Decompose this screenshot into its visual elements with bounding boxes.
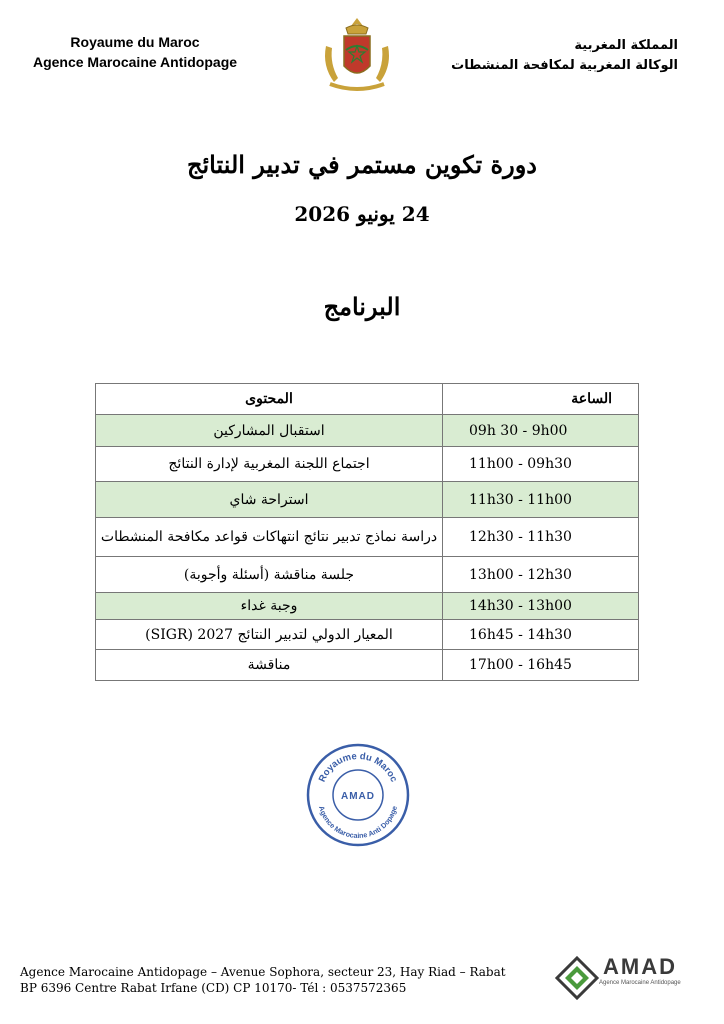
amad-logo [555, 954, 705, 1004]
footer [20, 964, 506, 996]
program-table [95, 383, 639, 681]
section-title: البرنامج [323, 292, 401, 321]
row-content: اجتماع اللجنة المغربية لإدارة النتائج [96, 447, 443, 482]
row-time: 13h00 - 12h30 [443, 557, 639, 593]
header-right-country: المملكة المغربية [574, 38, 678, 53]
coat-of-arms-emblem [316, 16, 398, 96]
row-time: 14h30 - 13h00 [443, 593, 639, 620]
row-content: المعيار الدولي لتدبير النتائج 2027 (SIGR) [96, 620, 443, 650]
table-header-row [96, 384, 639, 415]
header-time: الساعة [443, 384, 639, 415]
row-time: 11h00 - 09h30 [443, 447, 639, 482]
footer-address: Agence Marocaine Antidopage – Avenue Sophora, secteur 23, Hay Riad – Rabat [20, 965, 506, 979]
table-row [96, 447, 639, 482]
row-time: 12h30 - 11h30 [443, 518, 639, 557]
header-right [418, 36, 678, 76]
table-row [96, 482, 639, 518]
row-time: 11h30 - 11h00 [443, 482, 639, 518]
table-row [96, 620, 639, 650]
row-content: استقبال المشاركين [96, 415, 443, 447]
row-content: وجبة غداء [96, 593, 443, 620]
table-row [96, 518, 639, 557]
row-content: استراحة شاي [96, 482, 443, 518]
header-left [20, 32, 250, 72]
amad-logo-icon [555, 956, 599, 1000]
seal-top-text: Royaume du Maroc [316, 750, 400, 784]
table-row [96, 650, 639, 681]
logo-wordmark: AMAD [603, 954, 677, 979]
seal-center-text: AMAD [341, 791, 375, 802]
header-left-country: Royaume du Maroc [70, 34, 200, 50]
header-right-agency: الوكالة المغربية لمكافحة المنشطات [451, 58, 678, 73]
row-content: جلسة مناقشة (أسئلة وأجوبة) [96, 557, 443, 593]
logo-subtitle: Agence Marocaine Antidopage [599, 980, 681, 986]
footer-contact: BP 6396 Centre Rabat Irfane (CD) CP 10170- Tél : 0537572365 [20, 981, 407, 995]
table-row [96, 593, 639, 620]
row-time: 16h45 - 14h30 [443, 620, 639, 650]
svg-text:Royaume du Maroc [317, 751, 399, 784]
row-time: 17h00 - 16h45 [443, 650, 639, 681]
header-left-agency: Agence Marocaine Antidopage [32, 54, 238, 70]
table-row [96, 415, 639, 447]
row-content: مناقشة [96, 650, 443, 681]
header-content: المحتوى [96, 384, 443, 415]
seal-bottom-text: Agence Marocaine Anti Dopage [316, 804, 399, 841]
row-content: دراسة نماذج تدبير نتائج انتهاكات قواعد مكافحة المنشطات [96, 518, 443, 557]
document-title: دورة تكوين مستمر في تدبير النتائج [187, 150, 537, 179]
official-seal [305, 742, 411, 848]
row-time: 09h 30 - 9h00 [443, 415, 639, 447]
table-row [96, 557, 639, 593]
document-date: 24 يونيو 2026 [294, 202, 430, 226]
